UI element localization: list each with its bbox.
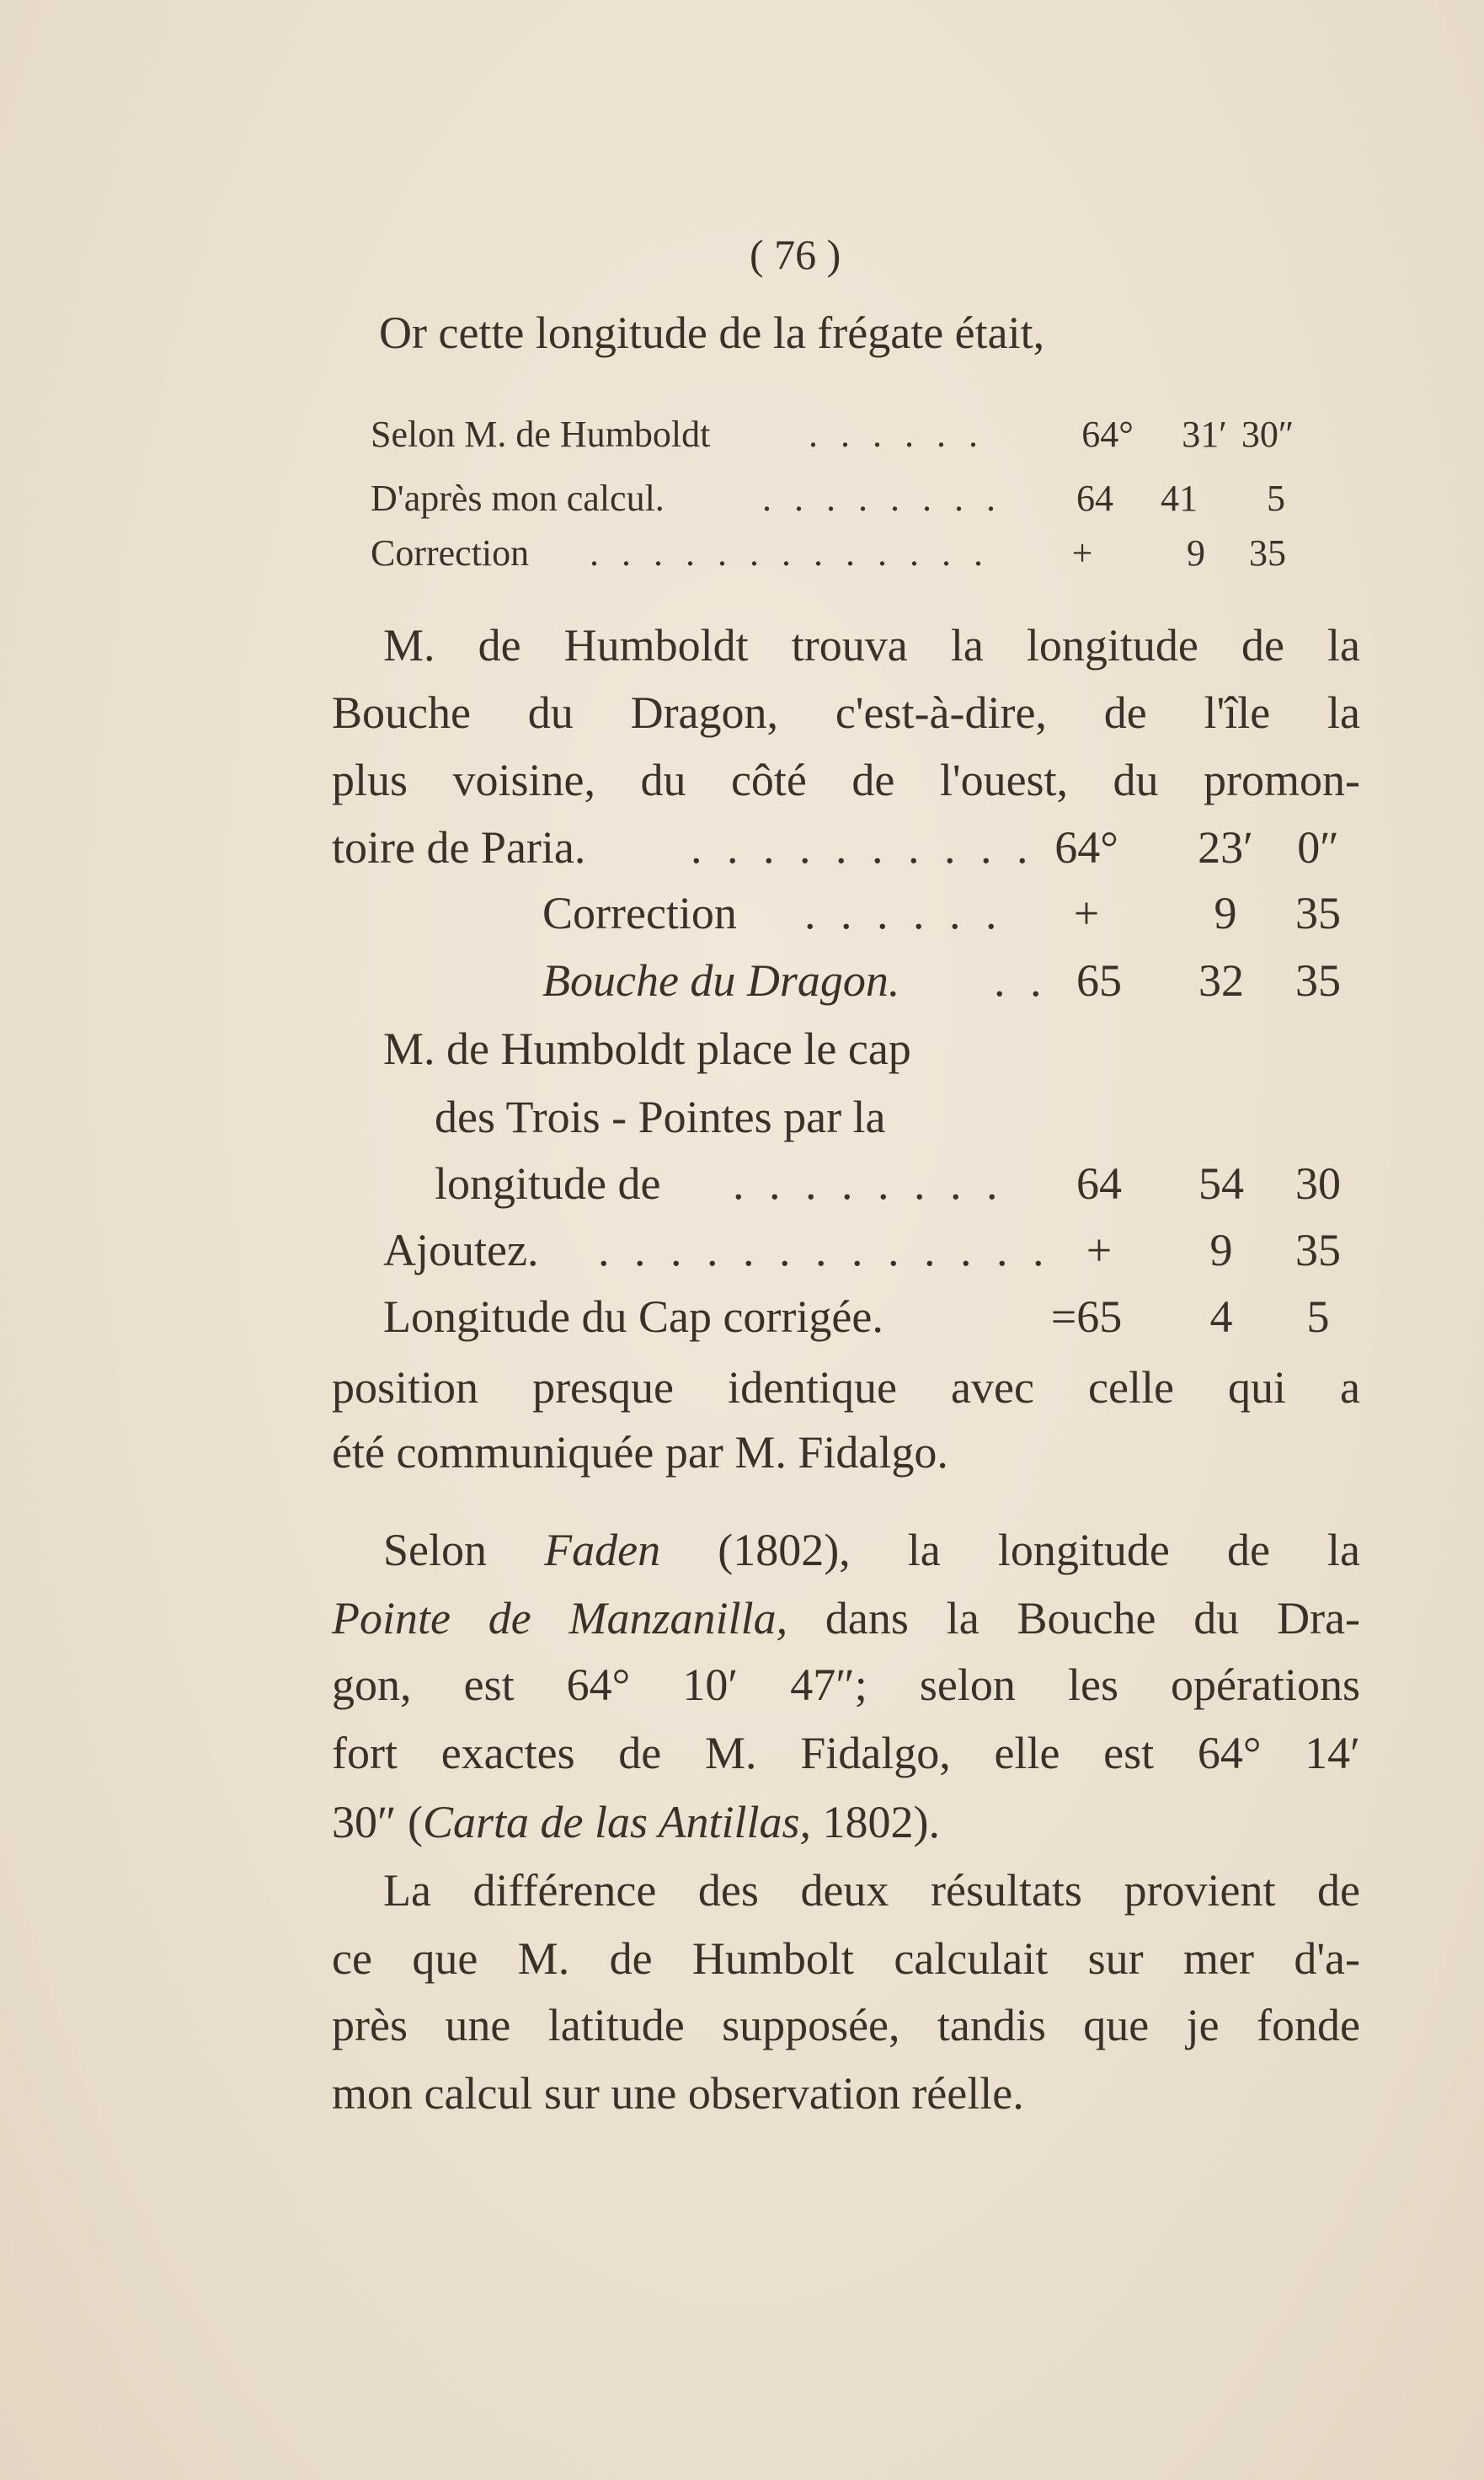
text: 30″ ( [332, 1797, 423, 1847]
value-minutes: 23′ [1198, 822, 1253, 873]
paragraph-line [383, 1516, 1360, 1584]
dot-leader: . . . . . . [804, 888, 1004, 938]
text: dans la Bouche du Dra- [825, 1593, 1361, 1644]
value-seconds: 30″ [1241, 414, 1294, 455]
paragraph-line: Bouche du Dragon, c'est-à-dire, de l'île la [332, 687, 1360, 738]
row-label: Longitude du Cap corrigée. [383, 1291, 883, 1342]
table-row [0, 1283, 1484, 1350]
paragraph-line: été communiquée par M. Fidalgo. [332, 1427, 948, 1478]
row-label: toire de Paria. [332, 822, 586, 873]
value-minutes: 4 [1209, 1291, 1233, 1342]
value-minutes: 31′ [1182, 414, 1227, 455]
dot-leader: . . . . . . . . . . . . . [590, 532, 990, 574]
dot-leader: . . . . . . . . . . . . . [598, 1225, 1051, 1275]
paragraph-line: mon calcul sur une observation réelle. [332, 2068, 1024, 2119]
value-minutes: 9 [1214, 888, 1237, 938]
author-name: Faden [544, 1525, 661, 1575]
text: (1802), la longitude de la [718, 1525, 1361, 1575]
table-row [0, 1015, 1484, 1082]
table-row [0, 520, 1484, 587]
text: 1802). [822, 1797, 941, 1847]
value-seconds: 5 [1306, 1291, 1330, 1342]
value-degrees: + [1073, 888, 1100, 938]
value-minutes: 54 [1198, 1158, 1244, 1209]
table-row [0, 1150, 1484, 1217]
intro-line: Or cette longitude de la frégate était, [379, 307, 1045, 358]
paragraph-line: position presque identique avec celle qui a [332, 1362, 1360, 1413]
value-seconds: 0″ [1297, 822, 1339, 873]
paragraph-line [332, 1585, 1360, 1652]
value-degrees: 65 [1076, 955, 1122, 1006]
dot-leader: . . . . . . [809, 414, 985, 455]
value-seconds: 30 [1295, 1158, 1341, 1209]
row-label: des Trois - Pointes par la [435, 1092, 886, 1142]
value-degrees: + [1071, 532, 1093, 574]
value-minutes: 32 [1198, 955, 1244, 1006]
value-seconds: 35 [1295, 955, 1341, 1006]
value-degrees: =65 [1050, 1291, 1123, 1342]
text: Selon [383, 1525, 488, 1575]
dot-leader: . . . . . . . . . . [691, 822, 1035, 873]
paragraph-line: plus voisine, du côté de l'ouest, du promon- [332, 755, 1360, 805]
dot-leader: . . . . . . . . [762, 478, 1002, 519]
paragraph-line [332, 1788, 940, 1856]
page-number: ( 76 ) [750, 231, 841, 278]
row-label: Bouche du Dragon. [542, 955, 900, 1006]
map-title: Carta de las Antillas, [422, 1797, 812, 1847]
paragraph-line: M. de Humboldt trouva la longitude de la [383, 620, 1360, 671]
row-label: Ajoutez. [383, 1225, 539, 1275]
value-seconds: 35 [1295, 1225, 1341, 1275]
value-degrees: 64 [1076, 478, 1113, 519]
value-degrees: + [1086, 1225, 1113, 1275]
value-seconds: 5 [1267, 478, 1285, 519]
value-seconds: 35 [1249, 532, 1286, 574]
value-degrees: 64 [1076, 1158, 1122, 1209]
table-row [0, 879, 1484, 947]
row-label: M. de Humboldt place le cap [383, 1024, 911, 1074]
value-minutes: 9 [1187, 532, 1205, 574]
table-row [0, 1083, 1484, 1151]
table-row [0, 814, 1484, 881]
table-row [0, 947, 1484, 1014]
value-seconds: 35 [1295, 888, 1341, 938]
paragraph-line: près une latitude supposée, tandis que je fonde [332, 2000, 1360, 2050]
value-minutes: 9 [1209, 1225, 1233, 1275]
row-label: Selon M. de Humboldt [371, 414, 711, 455]
dot-leader: . . . . . . . . [733, 1158, 1005, 1209]
table-row [0, 1216, 1484, 1284]
dot-leader: . . [994, 955, 1049, 1006]
paragraph-line: fort exactes de M. Fidalgo, elle est 64° 14′ [332, 1728, 1360, 1778]
row-label: D'après mon calcul. [371, 478, 665, 519]
table-row [0, 401, 1484, 468]
value-minutes: 41 [1161, 478, 1198, 519]
row-label: longitude de [435, 1158, 661, 1209]
paragraph-line: ce que M. de Humbolt calculait sur mer d'a- [332, 1933, 1360, 1984]
value-degrees: 64° [1054, 822, 1118, 873]
row-label: Correction [371, 532, 530, 574]
value-degrees: 64° [1081, 414, 1134, 455]
paragraph-line: La différence des deux résultats provient de [383, 1865, 1360, 1916]
paragraph-line: gon, est 64° 10′ 47″; selon les opérations [332, 1660, 1360, 1710]
row-label: Correction [542, 888, 737, 938]
place-name: Pointe de Manzanilla, [332, 1593, 788, 1644]
